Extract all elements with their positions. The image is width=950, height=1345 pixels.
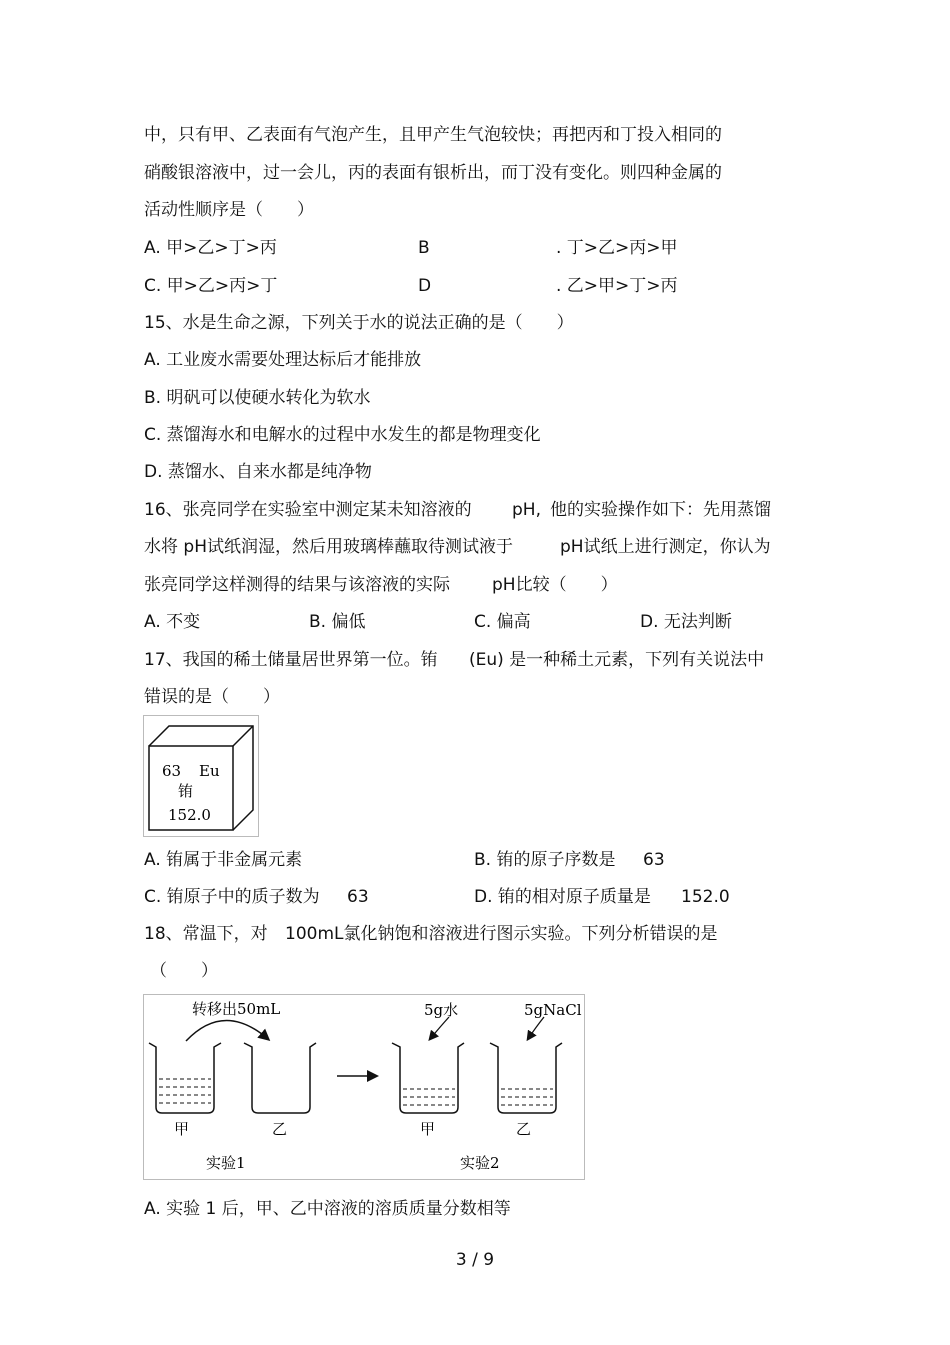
water-arrow — [430, 1017, 449, 1039]
q15-stem: 15、水是生命之源，下列关于水的说法正确的是（ ） — [144, 313, 574, 333]
q16-line-2b: pH试纸上进行测定，你认为 — [560, 537, 771, 557]
q17-option-b-value: 63 — [643, 850, 665, 870]
q16-option-c: C. 偏高 — [474, 612, 531, 632]
q14-line-1: 中，只有甲、乙表面有气泡产生，且甲产生气泡较快；再把丙和丁投入相同的 — [144, 125, 722, 145]
q17-option-d-text: D. 铕的相对原子质量是 — [474, 887, 651, 907]
q15-option-a: A. 工业废水需要处理达标后才能排放 — [144, 350, 422, 370]
q18-line-1b: 100mL氯化钠饱和溶液进行图示实验。下列分析错误的是 — [285, 924, 718, 944]
element-atomic-number: 63 — [162, 762, 182, 780]
q18-line-2: （ ） — [150, 961, 218, 981]
page-number: 3 / 9 — [455, 1250, 495, 1270]
q16-line-2a: 水将 pH试纸润湿，然后用玻璃棒蘸取待测试液于 — [144, 537, 513, 557]
beaker-yi-exp1 — [244, 1043, 316, 1113]
label-exp2: 实验2 — [460, 1154, 500, 1172]
label-yi-exp1: 乙 — [272, 1120, 288, 1138]
q17-option-a: A. 铕属于非金属元素 — [144, 850, 303, 870]
q14-option-b-text: . 丁>乙>丙>甲 — [556, 238, 678, 258]
q16-line-1c: 他的实验操作如下：先用蒸馏 — [550, 500, 771, 520]
q18-line-1a: 18、常温下，对 — [144, 924, 268, 944]
label-yi-exp2: 乙 — [516, 1120, 532, 1138]
q17-line-2: 错误的是（ ） — [144, 687, 280, 707]
element-cell-svg — [144, 716, 258, 836]
nacl-label: 5gNaCl — [524, 1001, 582, 1019]
experiment-figure — [143, 994, 585, 1180]
transfer-label: 转移出50mL — [192, 1000, 281, 1018]
q16-option-b: B. 偏低 — [309, 612, 366, 632]
q17-option-b-text: B. 铕的原子序数是 — [474, 850, 616, 870]
beaker-jia-exp2 — [392, 1043, 464, 1113]
q17-option-d-value: 152.0 — [681, 887, 730, 907]
q16-option-d: D. 无法判断 — [640, 612, 732, 632]
label-jia-exp1: 甲 — [174, 1120, 190, 1138]
transfer-arrow — [186, 1020, 268, 1041]
q16-line-1b: pH, — [512, 500, 541, 520]
q18-option-a: A. 实验 1 后，甲、乙中溶液的溶质质量分数相等 — [144, 1199, 511, 1219]
label-jia-exp2: 甲 — [420, 1120, 436, 1138]
q16-line-3b: pH比较（ ） — [492, 575, 618, 595]
q14-option-c: C. 甲>乙>丙>丁 — [144, 276, 278, 296]
beaker-jia-exp1 — [149, 1043, 221, 1113]
element-symbol: Eu — [199, 762, 220, 780]
water-label: 5g水 — [424, 1001, 459, 1019]
q16-line-1a: 16、张亮同学在实验室中测定某未知溶液的 — [144, 500, 472, 520]
label-exp1: 实验1 — [206, 1154, 246, 1172]
q17-option-c-value: 63 — [347, 887, 369, 907]
q15-option-b: B. 明矾可以使硬水转化为软水 — [144, 388, 371, 408]
q17-line-1a: 17、我国的稀土储量居世界第一位。铕 — [144, 650, 438, 670]
nacl-arrow — [528, 1017, 544, 1039]
element-cell-figure — [143, 715, 259, 837]
q15-option-c: C. 蒸馏海水和电解水的过程中水发生的都是物理变化 — [144, 425, 541, 445]
q14-option-b-letter: B — [418, 238, 430, 258]
q14-line-2: 硝酸银溶液中，过一会儿，丙的表面有银析出，而丁没有变化。则四种金属的 — [144, 163, 722, 183]
q16-option-a: A. 不变 — [144, 612, 201, 632]
q17-line-1b: (Eu) 是一种稀土元素，下列有关说法中 — [469, 650, 765, 670]
q14-option-d-text: . 乙>甲>丁>丙 — [556, 276, 678, 296]
element-mass: 152.0 — [168, 806, 211, 824]
q16-line-3a: 张亮同学这样测得的结果与该溶液的实际 — [144, 575, 450, 595]
q14-option-d-letter: D — [418, 276, 432, 296]
q15-option-d: D. 蒸馏水、自来水都是纯净物 — [144, 462, 372, 482]
q14-option-a: A. 甲>乙>丁>丙 — [144, 238, 277, 258]
beaker-yi-exp2 — [490, 1043, 562, 1113]
experiment-svg — [144, 995, 584, 1179]
element-name: 铕 — [178, 782, 194, 800]
q17-option-c-text: C. 铕原子中的质子数为 — [144, 887, 320, 907]
q14-line-3: 活动性顺序是（ ） — [144, 200, 314, 220]
